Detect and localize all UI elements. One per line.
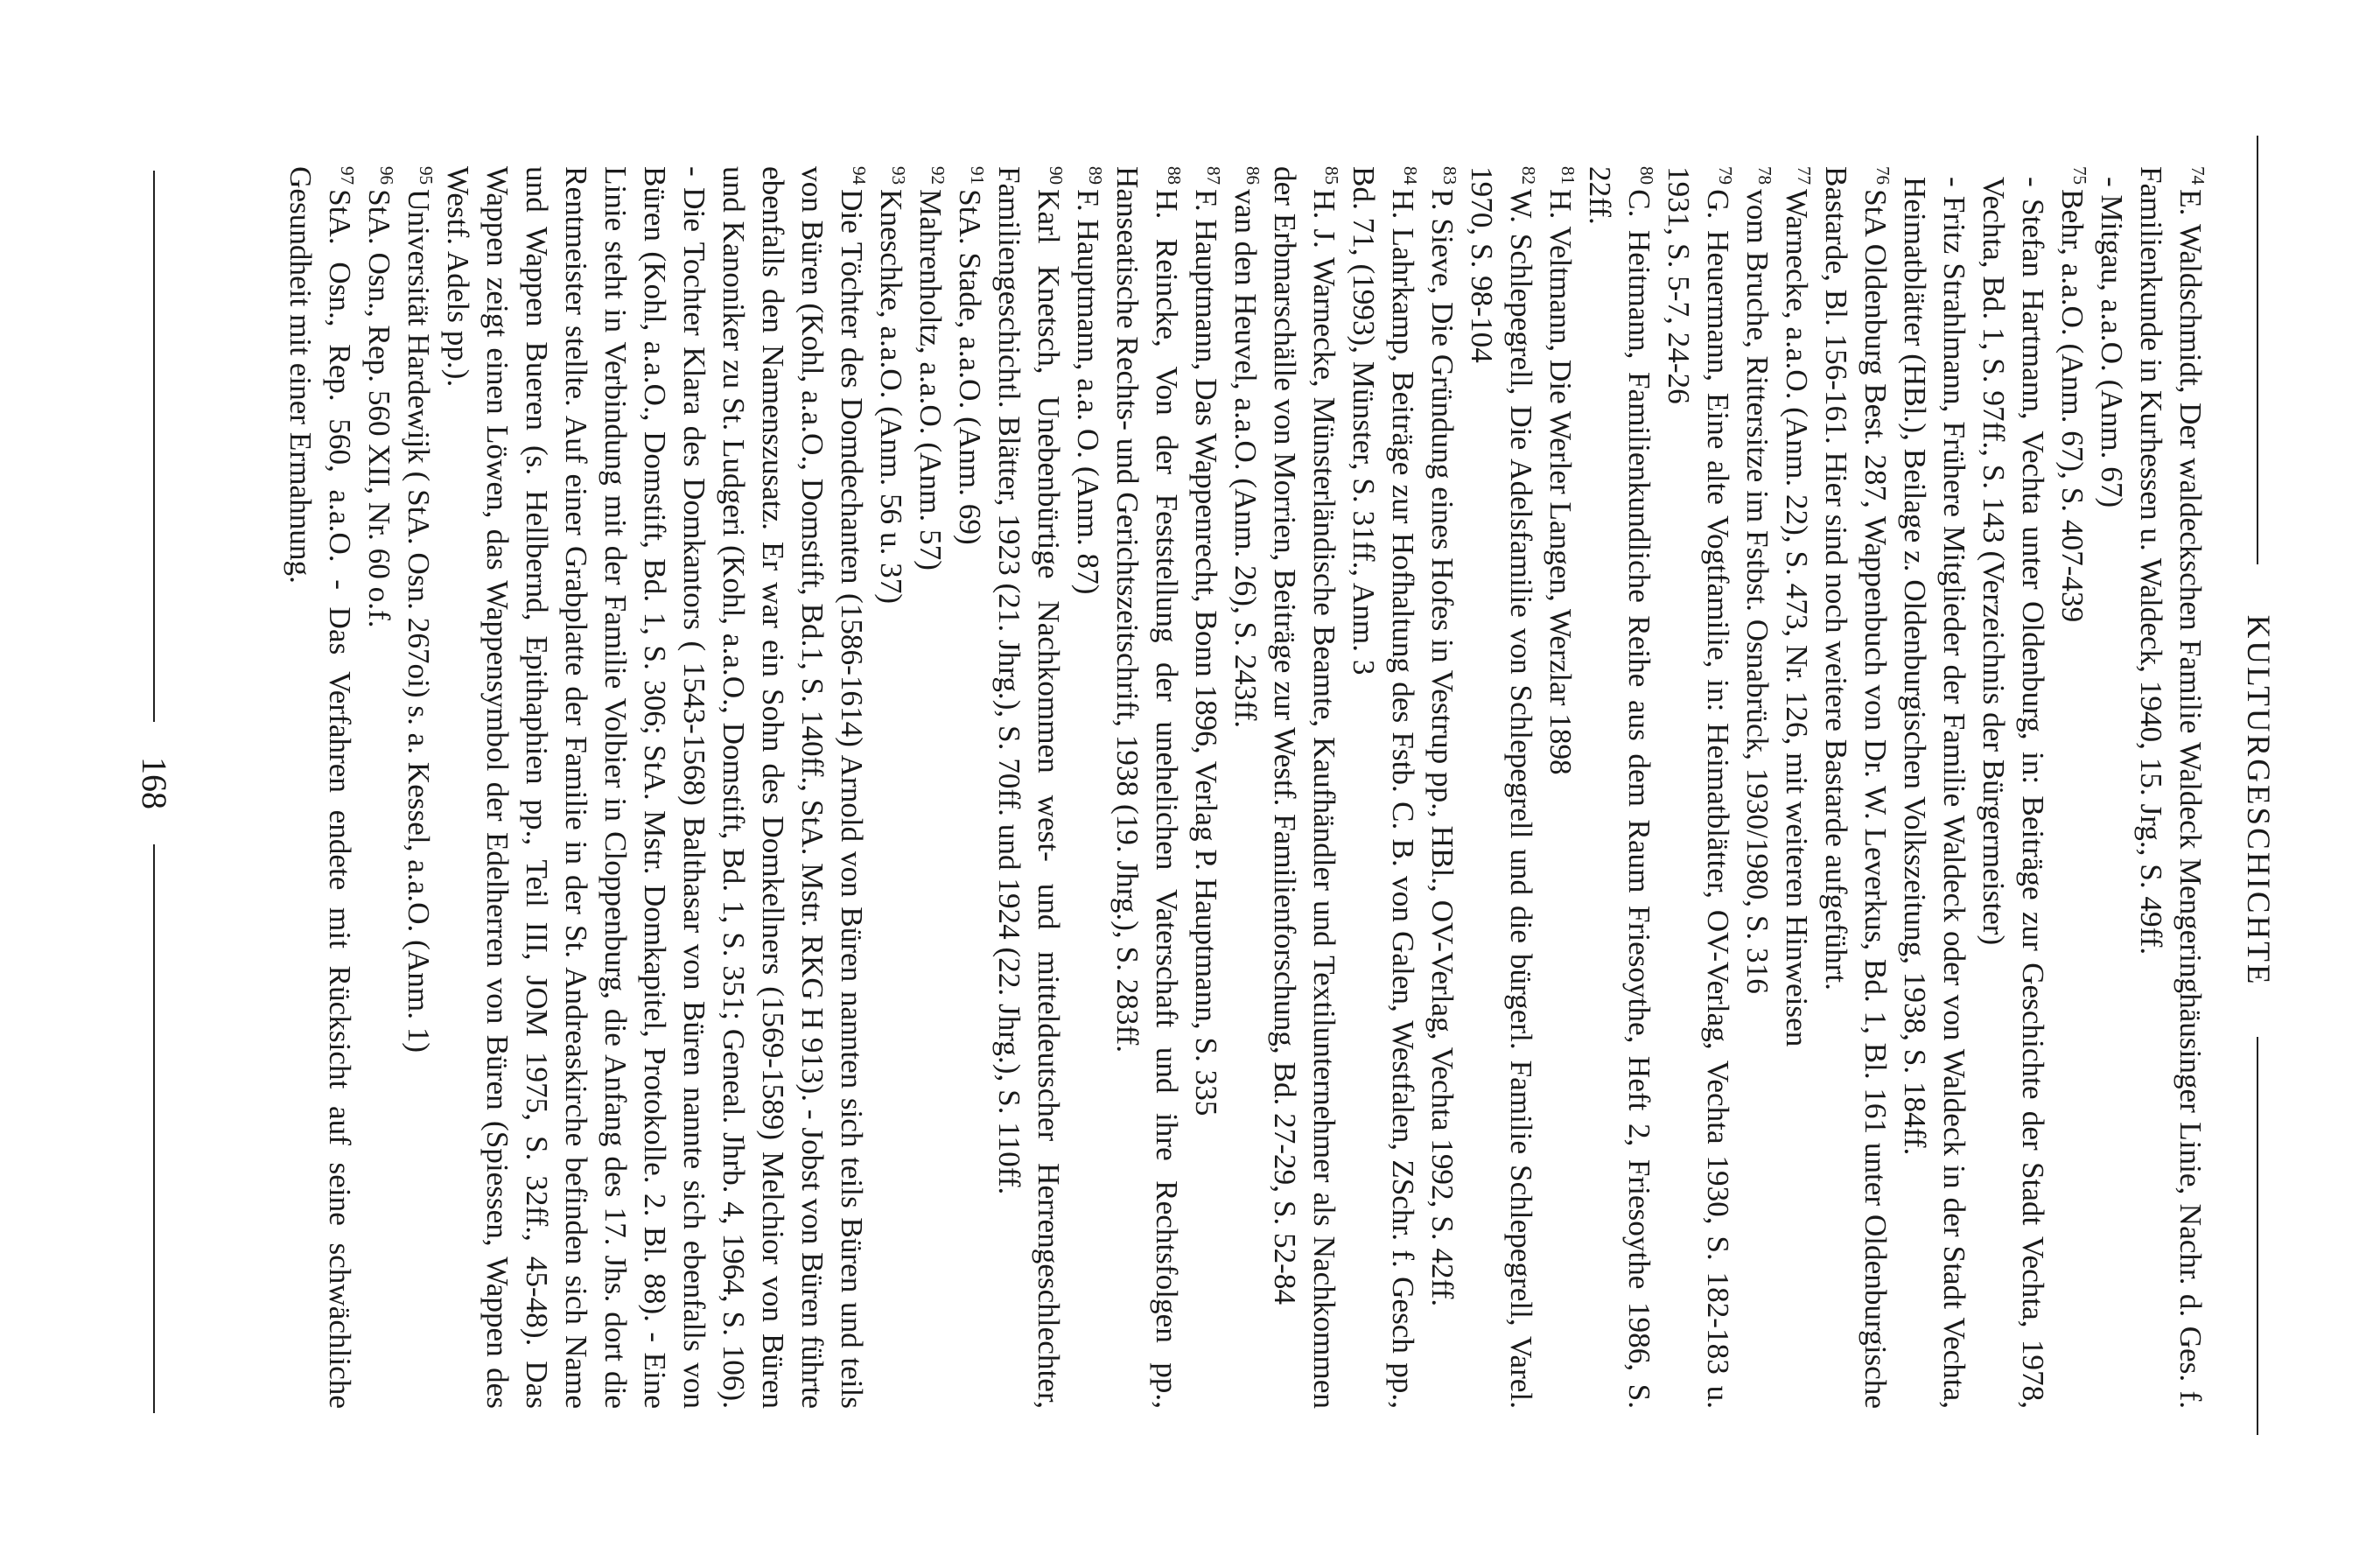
footnote-96 [360, 166, 399, 1409]
footnote-text: StA Oldenburg Best. 287, Wappenbuch von Dr. W. Leverkus, Bd. 1, Bl. 161 unter Oldenburgische Bastarde, Bl. 156-161. Hier sind noch weitere Bastarde aufgeführt. [1819, 166, 1893, 1409]
footnote-text: Warnecke, a.a.O. (Anm. 22), S. 473, Nr. 126, mit weiteren Hinweisen [1780, 189, 1814, 1047]
footnote-75-cont-2 [1895, 166, 1974, 1409]
footnote-text: Mahrenholtz, a.a.O. (Anm. 57) [914, 189, 948, 570]
footnote-text: van den Heuvel, a.a.O. (Anm. 26), S. 243ff. [1228, 189, 1263, 729]
footnote-76 [1816, 166, 1895, 1409]
footnote-86 [1226, 166, 1265, 1409]
page-footer [128, 0, 180, 1568]
footnote-text: Universität Hardewijk ( StA. Osn. 267oi) s. a. Kessel, a.a.O. (Anm. 1) [402, 189, 436, 1054]
footnote-89 [1068, 166, 1108, 1409]
footnote-text: H. Reincke, Von der Feststellung der unehelichen Vaterschaft und ihre Rechtsfolgen pp., Hanseatische Rechts- und Gerichtszeitschrift, 1938 (19. Jhrg.), S. 283ff. [1110, 166, 1184, 1409]
footnote-80 [1580, 166, 1659, 1409]
footnote-text: vom Bruche, Rittersitze im Fstbst. Osnabrück, 1930/1980, S. 316 [1740, 189, 1774, 994]
footnote-number: 78 [1754, 166, 1775, 186]
footnote-text: StA. Stade, a.a.O. (Anm. 69) [953, 189, 987, 545]
footnotes-list [281, 166, 2210, 1409]
footnote-text: Behr, a.a.O. (Anm. 67), S. 407-439 [2055, 189, 2090, 623]
footnote-number: 94 [848, 166, 870, 186]
footnote-84 [1344, 166, 1423, 1409]
footnote-number: 79 [1714, 166, 1736, 186]
header-rule-left [2257, 136, 2258, 564]
footnote-81 [1541, 166, 1580, 1409]
footnote-91 [950, 166, 990, 1409]
footnote-95 [399, 166, 438, 1409]
footer-rule-right [153, 844, 155, 1413]
footnote-92 [911, 166, 950, 1409]
footnote-text: G. Heuermann, Eine alte Vogtfamilie, in: Heimatblätter, OV-Verlag, Vechta 1930, S. 182-183 u. 1931, S. 5-7, 24-26 [1662, 166, 1735, 1409]
running-header [2240, 0, 2275, 1568]
footnote-text: W. Schlepegrell, Die Adelsfamilie von Schlepegrell und die bürgerl. Familie Schlepegrell, Varel. 1970, S. 98-104 [1465, 166, 1538, 1409]
footnote-number: 89 [1084, 166, 1106, 186]
footnote-text: - Fritz Strahlmann, Frühere Mitglieder der Familie Waldeck oder von Waldeck in der Stadt Vechta, Heimatblätter (HBl.), Beilage z. Oldenburgischen Volkszeitung, 1938, S. 184ff. [1898, 177, 1971, 1409]
footnote-79 [1659, 166, 1738, 1409]
footnote-number: 93 [887, 166, 909, 186]
footnote-text: H. Veltmann, Die Werler Langen, Werzlar 1898 [1544, 189, 1578, 775]
footnote-75-cont-1 [1974, 166, 2053, 1409]
footnote-text: F. Hauptmann, a.a. O. (Anm. 87) [1071, 189, 1105, 595]
footnote-number: 95 [415, 166, 437, 186]
footnote-87 [1186, 166, 1226, 1409]
footnote-97 [281, 166, 360, 1409]
footnote-number: 86 [1242, 166, 1264, 186]
footer-rule-left [153, 171, 155, 722]
footnote-number: 81 [1557, 166, 1578, 186]
footnote-number: 85 [1320, 166, 1342, 186]
header-title: KULTURGESCHICHTE [2240, 614, 2276, 987]
footnote-number: 77 [1793, 166, 1815, 186]
footnote-number: 80 [1635, 166, 1657, 186]
footnote-number: 92 [927, 166, 948, 186]
footnote-text: StA. Osn., Rep. 560 XII, Nr. 60 o.f. [362, 189, 396, 628]
footnote-82 [1462, 166, 1541, 1409]
footnote-number: 91 [966, 166, 988, 186]
page-number: 168 [135, 757, 174, 809]
footnote-93 [872, 166, 911, 1409]
footnote-text: Die Töchter des Domdechanten (1586-1614) Arnold von Büren nannten sich teils Büren und teils von Büren (Kohl, a.a.O., Domstift, Bd.1, S. 140ff., StA. Mstr. RKG H 913). - Jobst von Büren führte ebenfalls den Namenszusatz. Er war ein Sohn des Domkellners (1569-1589) Melchior von Büren und Kanoniker zu St. Ludgeri (Kohl, a.a.O., Domstift, Bd. 1, S. 351; Geneal. Jhrb. 4, 1964, S. 106). - Die Tochter Klara des Domkantors ( 1543-1568) Balthasar von Büren nannte sich ebenfalls von Büren (Kohl, a.a.O., Domstift, Bd. 1, S. 306; StA. Mstr. Domkapitel, Protokolle. 2. Bl. 88). - Eine Linie steht in Verbindung mit der Familie Volbier in Cloppenburg, die Anfang des 17. Jhs. dort die Rentmeister stellte. Auf einer Grabplatte der Familie in der St. Andreaskirche befinden sich Name und Wappen Bueren (s. Hellbernd, Epithaphien pp., Teil III, JOM 1975, S. 32ff., 45-48). Das Wappen zeigt einen Löwen, das Wappensymbol der Edelherren von Büren (Spiessen, Wappen des Westf. Adels pp.). [441, 166, 869, 1409]
header-rule-right [2257, 1037, 2258, 1435]
footnote-number: 76 [1872, 166, 1894, 186]
footnote-number: 96 [375, 166, 397, 186]
footnote-number: 75 [2068, 166, 2090, 186]
footnote-text: H. Lahrkamp, Beiträge zur Hofhaltung des Fstb. C. B. von Galen, Westfalen, ZSchr. f. Gesch pp., Bd. 71, (1993), Münster, S. 31ff., Anm. 3 [1347, 166, 1420, 1409]
footnote-75 [2053, 166, 2092, 1409]
footnote-number: 88 [1163, 166, 1185, 186]
footnote-number: 82 [1517, 166, 1539, 186]
footnote-text: - Stefan Hartmann, Vechta unter Oldenburg, in: Beiträge zur Geschichte der Stadt Vechta, 1978, Vechta, Bd. 1, S. 97ff., S. 143 (Verzeichnis der Bürgermeister) [1977, 177, 2050, 1409]
footnote-88 [1108, 166, 1186, 1409]
footnote-94 [438, 166, 872, 1409]
footnote-74-cont [2092, 166, 2132, 1409]
footnote-number: 83 [1438, 166, 1460, 186]
footnote-77 [1777, 166, 1816, 1409]
footnote-text: E. Waldschmidt, Der waldeckschen Familie Waldeck Mengeringhäusinger Linie, Nachr. d. Ges. f. Familienkunde in Kurhessen u. Waldeck, 1940, 15. Jrg., S. 49ff. [2134, 166, 2208, 1409]
footnote-number: 97 [336, 166, 358, 186]
footnote-number: 74 [2187, 166, 2208, 186]
footnote-text: Karl Knetsch, Unebenbürtige Nachkommen west- und mitteldeutscher Herrengeschlechter, Familiengeschichtl. Blätter, 1923 (21. Jhrg.), S. 70ff. und 1924 (22. Jhrg.), S. 110ff. [992, 166, 1066, 1409]
footnote-74 [2132, 166, 2210, 1409]
footnote-number: 84 [1399, 166, 1421, 186]
footnote-text: C. Heitmann, Familienkundliche Reihe aus dem Raum Friesoythe, Heft 2, Friesoythe 1986, S. 22ff. [1583, 166, 1656, 1409]
footnote-number: 90 [1045, 166, 1067, 186]
footnote-text: P. Sieve, Die Gründung eines Hofes in Vestrup pp., HBl., OV-Verlag, Vechta 1992, S. 42ff. [1425, 189, 1460, 1307]
footnote-78 [1738, 166, 1777, 1409]
footnote-85 [1265, 166, 1344, 1409]
footnote-83 [1423, 166, 1462, 1409]
footnote-number: 87 [1202, 166, 1224, 186]
footnote-text: - Mitgau, a.a.O. (Anm. 67) [2095, 177, 2129, 508]
footnote-text: H. J. Warnecke, Münsterländische Beamte, Kaufhändler und Textilunternehmer als Nachkommen der Erbmarschälle von Morrien, Beiträge zur Westf. Familienforschung, Bd. 27-29, S. 52-84 [1268, 166, 1341, 1409]
footnote-text: StA. Osn., Rep. 560, a.a.O. - Das Verfahren endete mit Rücksicht auf seine schwächliche Gesundheit mit einer Ermahnung. [284, 166, 357, 1409]
footnote-90 [990, 166, 1068, 1409]
footnote-text: F. Hauptmann, Das Wappenrecht, Bonn 1896, Verlag P. Hauptmann, S. 335 [1189, 189, 1223, 1116]
footnote-text: Kneschke, a.a.O. (Anm. 56 u. 37) [874, 189, 908, 605]
